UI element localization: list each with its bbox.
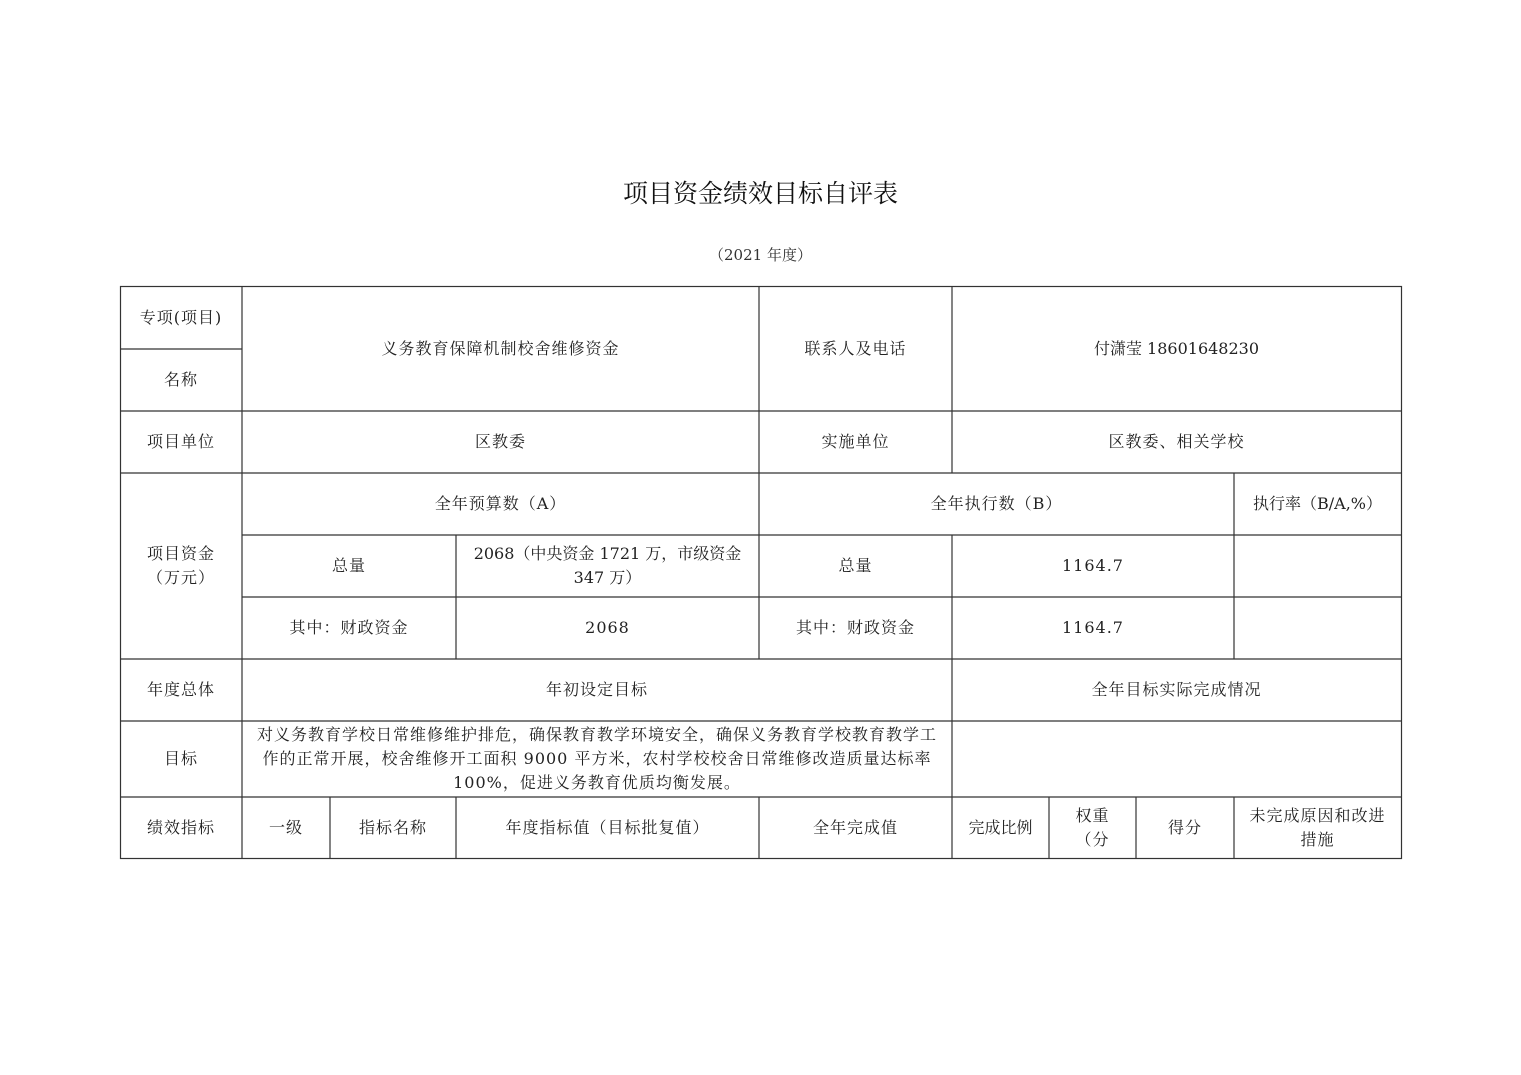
score-header: 得分: [1167, 817, 1202, 837]
goal-actual: [952, 721, 1401, 797]
annual-overall-label: 年度总体: [146, 680, 215, 699]
contact-label: 联系人及电话: [804, 338, 907, 358]
rate-total-value: [1234, 535, 1401, 597]
actual-completion-header: 全年目标实际完成情况: [1091, 680, 1262, 699]
rate-fiscal-value: [1234, 597, 1401, 659]
level1-header: 一级: [268, 817, 303, 837]
initial-target-header: 年初设定目标: [545, 680, 648, 699]
fiscal-label-exec: 其中：财政资金: [795, 618, 915, 637]
exec-fiscal-value: 1164.7: [1062, 618, 1124, 637]
rate-header: 执行率（B/A,%）: [1253, 494, 1382, 513]
weight-header: 权重（分: [1075, 805, 1110, 849]
impl-unit-label: 实施单位: [821, 432, 890, 451]
funds-label: 项目资金（万元）: [146, 544, 215, 587]
document-title: 项目资金绩效目标自评表: [622, 179, 898, 208]
project-name-label-1: 专项(项目): [139, 307, 223, 327]
completion-ratio-header: 完成比例: [968, 817, 1033, 837]
goal-label: 目标: [163, 749, 198, 768]
exec-total-value: 1164.7: [1062, 556, 1124, 575]
full-year-completion-header: 全年完成值: [812, 817, 898, 837]
budget-fiscal-value: 2068: [585, 618, 630, 637]
document-year: （2021 年度）: [709, 246, 812, 264]
perf-label: 绩效指标: [146, 817, 215, 837]
contact-value: 付潇莹 18601648230: [1093, 338, 1260, 358]
budget-header: 全年预算数（A）: [434, 494, 567, 513]
reason-header: 未完成原因和改进措施: [1249, 805, 1386, 849]
total-label-budget: 总量: [331, 556, 366, 575]
goal-text: 对义务教育学校日常维修维护排危，确保教育教学环境安全，确保义务教育学校教育教学工作的正常开展，校舍维修开工面积 9000 平方米，农村学校校舍日常维修改造质量达标率 100%，促进义务教育优质均衡发展。: [256, 725, 937, 792]
fiscal-label-budget: 其中：财政资金: [289, 618, 409, 637]
impl-unit-value: 区教委、相关学校: [1108, 432, 1245, 451]
indicator-name-header: 指标名称: [358, 817, 427, 837]
budget-total-value: 2068（中央资金 1721 万，市级资金 347 万）: [473, 544, 742, 587]
project-unit-value: 区教委: [474, 432, 526, 451]
annual-indicator-header: 年度指标值（目标批复值）: [505, 817, 710, 837]
total-label-exec: 总量: [838, 556, 873, 575]
project-name-value: 义务教育保障机制校舍维修资金: [381, 338, 620, 358]
exec-header: 全年执行数（B）: [930, 494, 1063, 513]
project-name-label-2: 名称: [163, 370, 198, 389]
project-unit-label: 项目单位: [146, 432, 215, 451]
